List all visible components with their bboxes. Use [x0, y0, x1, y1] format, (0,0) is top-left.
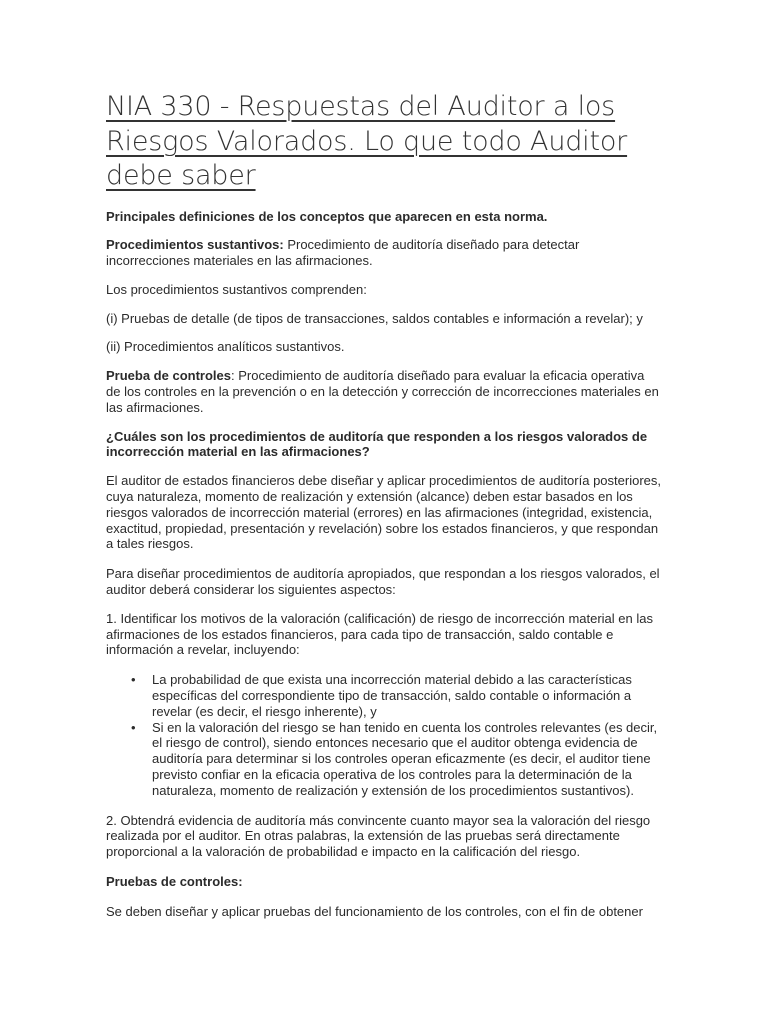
- question-heading: ¿Cuáles son los procedimientos de auditoría que responden a los riesgos valorados de incorrección material en las afirmaciones?: [106, 428, 648, 460]
- sustantivos-comprenden: Los procedimientos sustantivos comprenden:: [106, 281, 367, 297]
- paragraph-1: El auditor de estados financieros debe diseñar y aplicar procedimientos de auditoría posteriores, cuya naturaleza, momento de realización y extensión (alcance) deben estar basados en los riesgos valorados de incorrección material (errores) en las afirmaciones (integridad, existencia, exactitud, propiedad, presentación y revelación) sobre los estados financieros, y que respondan a tales riesgos.: [106, 473, 661, 552]
- def-controles: : Procedimiento de auditoría diseñado para evaluar la eficacia operativa de los controles en la prevención o en la detección y corrección de incorrecciones materiales en las afirmaciones.: [106, 368, 659, 415]
- list-item: [131, 719, 662, 799]
- list-item-text: Si en la valoración del riesgo se han tenido en cuenta los controles relevantes (es decir, el riesgo de control), siendo entonces necesario que el auditor obtenga evidencia de auditoría para determinar si los controles operan eficazmente (es decir, el auditor tiene previsto confiar en la eficacia operativa de los controles para la determinación de la naturaleza, momento de realización y extensión de los procedimientos sustantivos).: [152, 719, 658, 798]
- point-2: 2. Obtendrá evidencia de auditoría más convincente cuanto mayor sea la valoración del riesgo realizada por el auditor. En otras palabras, la extensión de las pruebas será directamente proporcional a la valoración de probabilidad e impacto en la calificación del riesgo.: [106, 812, 651, 860]
- definition-sustantivos: [106, 237, 662, 269]
- pruebas-heading: Pruebas de controles:: [106, 874, 243, 889]
- term-controles: Prueba de controles: [106, 368, 231, 384]
- list-item: [131, 672, 662, 719]
- definition-controles: [106, 368, 662, 415]
- point-1: 1. Identificar los motivos de la valoración (calificación) de riesgo de incorrección material en las afirmaciones de los estados financieros, para cada tipo de transacción, saldo contable e información a revelar, incluyendo:: [106, 610, 653, 658]
- page-title: NIA 330 - Respuestas del Auditor a los Riesgos Valorados. Lo que todo Auditor debe saber: [106, 91, 628, 191]
- bullet-list: [106, 672, 662, 798]
- bullet-glyph: •: [131, 719, 136, 735]
- paragraph-2: Para diseñar procedimientos de auditoría apropiados, que respondan a los riesgos valorados, el auditor deberá considerar los siguientes aspectos:: [106, 566, 660, 598]
- intro-heading: Principales definiciones de los conceptos que aparecen en esta norma.: [106, 208, 548, 224]
- list-item-i: (i) Pruebas de detalle (de tipos de transacciones, saldos contables e información a revelar); y: [106, 310, 643, 326]
- document-page: [106, 90, 662, 920]
- list-item-ii: (ii) Procedimientos analíticos sustantivos.: [106, 339, 345, 355]
- term-sustantivos: Procedimientos sustantivos:: [106, 237, 284, 253]
- list-item-text: La probabilidad de que exista una incorrección material debido a las características específicas del correspondiente tipo de transacción, saldo contable o información a revelar (es decir, el riesgo inherente), y: [152, 672, 632, 719]
- def-sustantivos: Procedimiento de auditoría diseñado para detectar incorrecciones materiales en las afirmaciones.: [106, 237, 580, 269]
- bullet-glyph: •: [131, 672, 136, 688]
- final-paragraph: Se deben diseñar y aplicar pruebas del funcionamiento de los controles, con el fin de obtener: [106, 903, 643, 919]
